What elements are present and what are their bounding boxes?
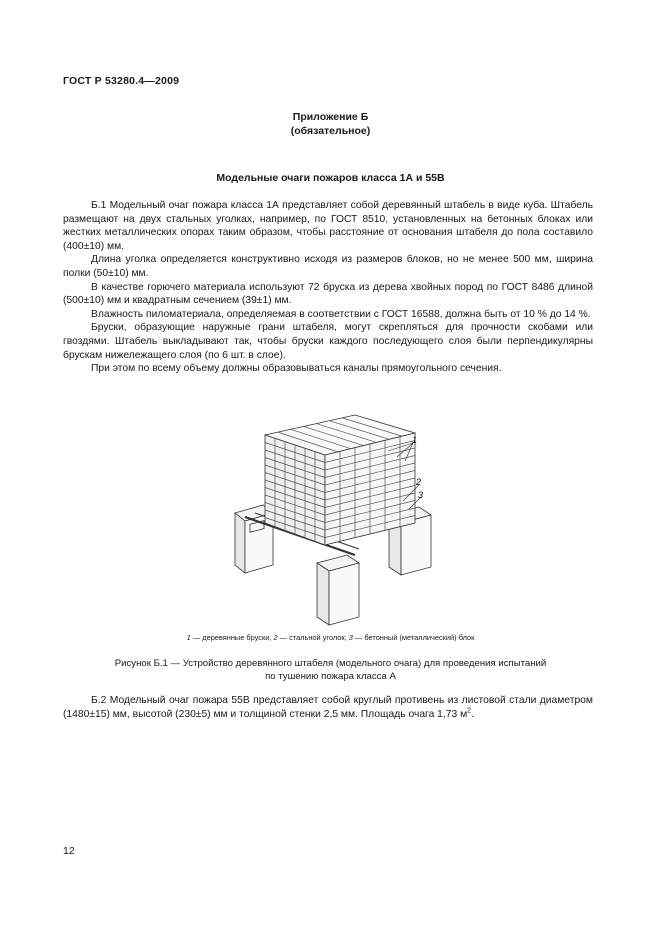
wood-crib-figure <box>225 405 470 627</box>
annex-heading <box>0 110 661 138</box>
callout-2: 2 <box>416 477 422 487</box>
callout-3: 3 <box>418 490 424 500</box>
annex-title: Приложение Б <box>292 111 369 123</box>
paragraph: Длина уголка определяется конструктивно исходя из размеров блоков, но не менее 500 мм, ширина полки (50±10) мм. <box>63 254 593 279</box>
paragraph-b2 <box>63 694 593 721</box>
paragraph: В качестве горючего материала используют 72 бруска из дерева хвойных пород по ГОСТ 8486 длиной (500±10) мм и квадратным сечением (39±1) мм. <box>63 281 593 307</box>
body-text <box>63 199 593 376</box>
body-text-b2 <box>63 694 593 721</box>
paragraph: Бруски, образующие наружные грани штабеля, могут скрепляться для прочности скобами или гвоздями. Штабель выкладывают так, чтобы бруски каждого последующего слоя были перпендикулярны брускам нижележащего слоя (по 6 шт. в слое). <box>63 322 593 361</box>
figure-caption <box>0 657 661 683</box>
front-block <box>317 555 359 625</box>
caption-line-1: Рисунок Б.1 — Устройство деревянного штабеля (модельного очага) для проведения испытаний <box>114 658 547 669</box>
callout-1: 1 <box>412 435 418 445</box>
legend-num-2: 2 <box>273 633 278 642</box>
caption-line-2: по тушению пожара класса А <box>265 671 396 682</box>
paragraph: Влажность пиломатериала, определяемая в соответствии с ГОСТ 16588, должна быть от 10 % до 14 %. <box>91 308 591 320</box>
section-title: Модельные очаги пожаров класса 1А и 55В <box>216 172 445 184</box>
figure-legend <box>0 633 661 642</box>
paragraph-b2-text: Б.2 Модельный очаг пожара 55В представляет собой круглый противень из листовой стали диаметром (1480±15) мм, высотой (230±5) мм и толщиной стенки 2,5 мм. Площадь очага 1,73 м <box>63 695 593 720</box>
page-number: 12 <box>63 845 75 857</box>
paragraph-b2-end: . <box>471 708 474 720</box>
legend-text-2: — стальной уголок; <box>277 633 349 642</box>
legend-num-1: 1 <box>186 633 191 642</box>
annex-status: (обязательное) <box>290 125 371 137</box>
paragraph: При этом по всему объему должны образовываться каналы прямоугольного сечения. <box>91 363 502 375</box>
document-header: ГОСТ Р 53280.4—2009 <box>63 75 180 87</box>
superscript: 2 <box>467 707 472 715</box>
legend-text-1: — деревянные бруски, <box>190 633 274 642</box>
legend-text-3: — бетонный (металлический) блок <box>352 633 475 642</box>
legend-num-3: 3 <box>348 633 353 642</box>
paragraph: Б.1 Модельный очаг пожара класса 1А представляет собой деревянный штабель в виде куба. Штабель размещают на двух стальных уголках, например, по ГОСТ 8510, установленных на бетонных блоках или жестких металлических опорах таким образом, чтобы расстояние от основания штабеля до пола составило (400±10) мм. <box>63 200 593 252</box>
wood-crib-drawing <box>225 405 470 627</box>
